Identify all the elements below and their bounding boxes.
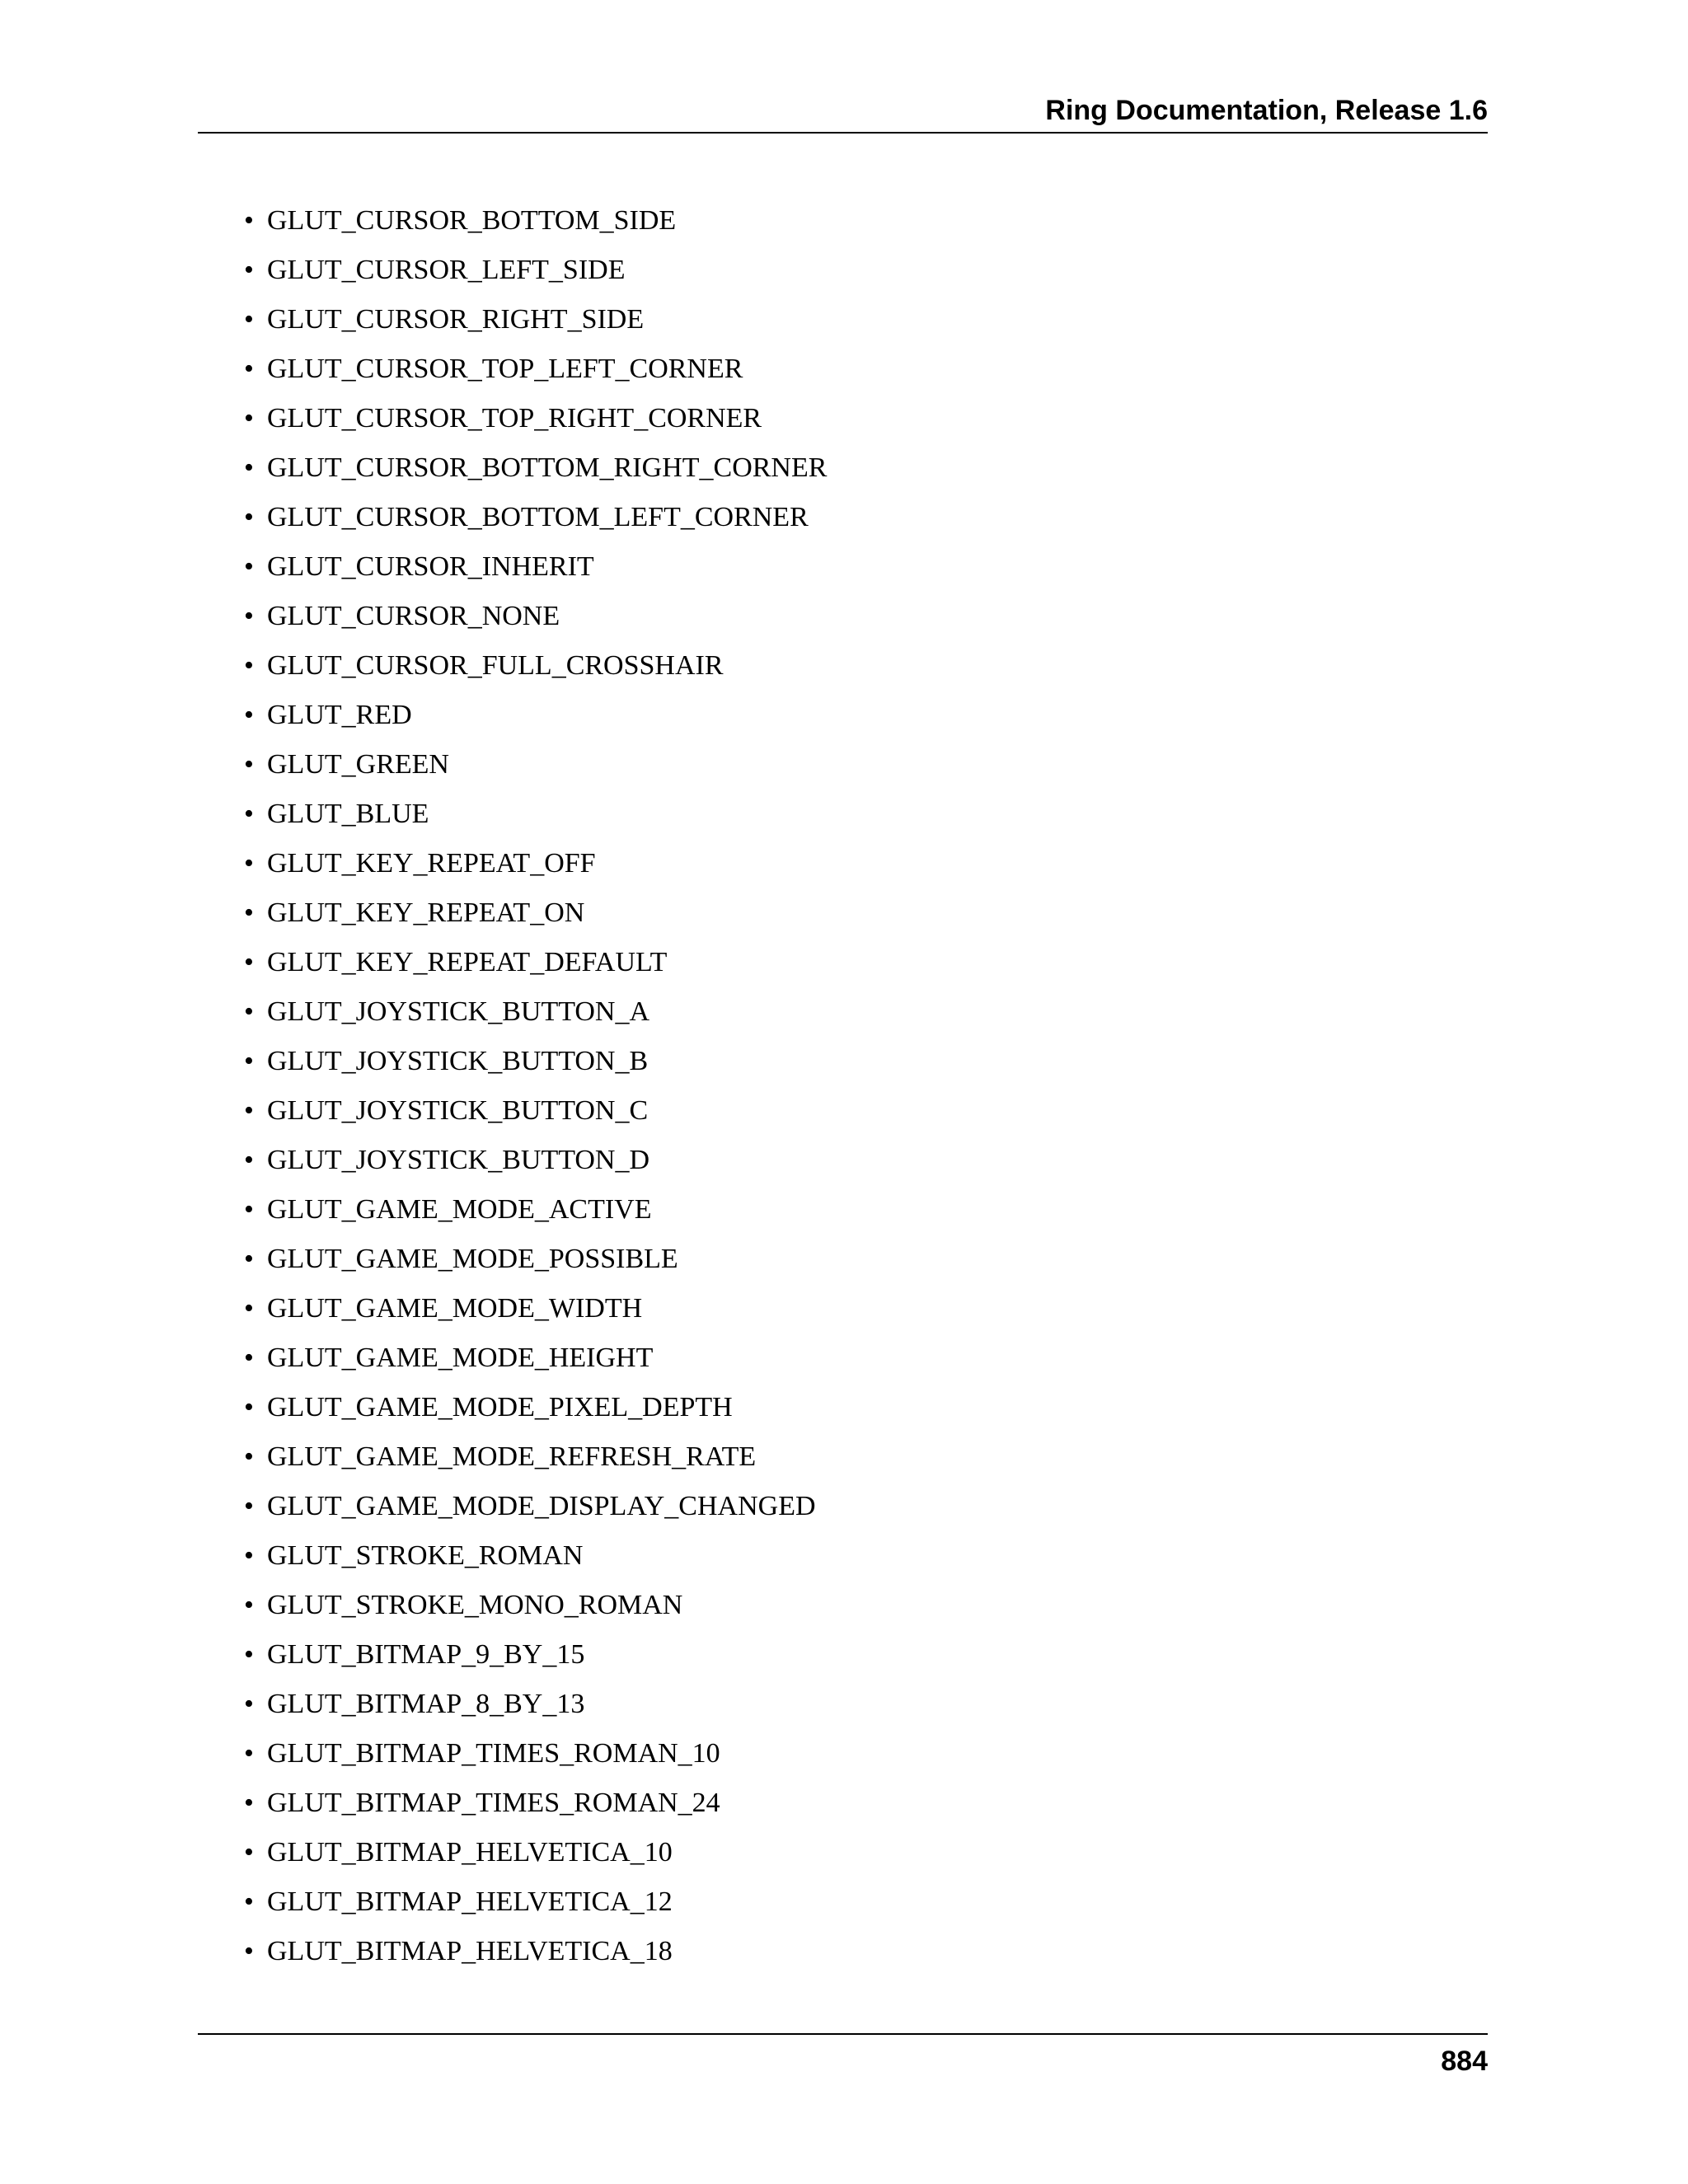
- constant-name: GLUT_BITMAP_8_BY_13: [267, 1689, 585, 1719]
- list-item: [244, 1630, 827, 1680]
- bullet-icon: •: [244, 1689, 254, 1719]
- bullet-icon: •: [244, 1392, 254, 1422]
- list-item: [244, 1877, 827, 1927]
- bullet-icon: •: [244, 1145, 254, 1175]
- list-item: [244, 1235, 827, 1284]
- constant-name: GLUT_KEY_REPEAT_DEFAULT: [267, 947, 668, 977]
- list-item: [244, 641, 827, 691]
- list-item: [244, 987, 827, 1037]
- list-item: [244, 1779, 827, 1828]
- bullet-icon: •: [244, 1738, 254, 1769]
- constant-name: GLUT_BITMAP_9_BY_15: [267, 1639, 585, 1670]
- constant-name: GLUT_KEY_REPEAT_OFF: [267, 848, 596, 879]
- bullet-icon: •: [244, 1194, 254, 1225]
- bullet-icon: •: [244, 1788, 254, 1818]
- constant-name: GLUT_GAME_MODE_ACTIVE: [267, 1194, 652, 1225]
- list-item: [244, 1531, 827, 1581]
- list-item: [244, 839, 827, 888]
- constant-name: GLUT_BITMAP_HELVETICA_12: [267, 1886, 673, 1917]
- list-item: [244, 542, 827, 592]
- constant-name: GLUT_GAME_MODE_WIDTH: [267, 1293, 643, 1324]
- constant-name: GLUT_CURSOR_BOTTOM_SIDE: [267, 205, 677, 236]
- bullet-icon: •: [244, 1590, 254, 1620]
- bullet-icon: •: [244, 1343, 254, 1373]
- list-item: [244, 1284, 827, 1333]
- bullet-icon: •: [244, 502, 254, 532]
- list-item: [244, 295, 827, 344]
- constant-name: GLUT_CURSOR_INHERIT: [267, 551, 594, 582]
- constant-name: GLUT_KEY_REPEAT_ON: [267, 898, 585, 928]
- bullet-icon: •: [244, 1886, 254, 1917]
- list-item: [244, 1482, 827, 1531]
- list-item: [244, 1037, 827, 1086]
- bullet-icon: •: [244, 947, 254, 977]
- constant-name: GLUT_CURSOR_TOP_LEFT_CORNER: [267, 354, 743, 384]
- constant-name: GLUT_CURSOR_TOP_RIGHT_CORNER: [267, 403, 762, 434]
- bullet-icon: •: [244, 1244, 254, 1274]
- constant-name: GLUT_BITMAP_TIMES_ROMAN_10: [267, 1738, 720, 1769]
- list-item: [244, 938, 827, 987]
- bullet-icon: •: [244, 848, 254, 879]
- list-item: [244, 740, 827, 790]
- constant-name: GLUT_CURSOR_FULL_CROSSHAIR: [267, 650, 724, 681]
- bullet-icon: •: [244, 1491, 254, 1521]
- bullet-icon: •: [244, 304, 254, 335]
- list-item: [244, 394, 827, 443]
- constant-name: GLUT_JOYSTICK_BUTTON_A: [267, 996, 650, 1027]
- constant-name: GLUT_JOYSTICK_BUTTON_C: [267, 1095, 649, 1126]
- bullet-icon: •: [244, 996, 254, 1027]
- constant-name: GLUT_JOYSTICK_BUTTON_B: [267, 1046, 649, 1076]
- list-item: [244, 196, 827, 246]
- constant-name: GLUT_RED: [267, 700, 412, 730]
- constant-name: GLUT_BLUE: [267, 799, 429, 829]
- bullet-icon: •: [244, 1441, 254, 1472]
- page-header: [198, 89, 1488, 134]
- bullet-icon: •: [244, 799, 254, 829]
- list-item: [244, 1086, 827, 1136]
- constant-name: GLUT_CURSOR_LEFT_SIDE: [267, 255, 626, 285]
- list-item: [244, 1828, 827, 1877]
- bullet-icon: •: [244, 1095, 254, 1126]
- bullet-icon: •: [244, 551, 254, 582]
- constant-name: GLUT_BITMAP_HELVETICA_18: [267, 1936, 673, 1966]
- list-item: [244, 1383, 827, 1432]
- list-item: [244, 1680, 827, 1729]
- bullet-icon: •: [244, 1540, 254, 1571]
- bullet-icon: •: [244, 898, 254, 928]
- list-item: [244, 1581, 827, 1630]
- constant-name: GLUT_GAME_MODE_POSSIBLE: [267, 1244, 678, 1274]
- constant-name: GLUT_JOYSTICK_BUTTON_D: [267, 1145, 650, 1175]
- list-item: [244, 1432, 827, 1482]
- list-item: [244, 790, 827, 839]
- bullet-icon: •: [244, 1936, 254, 1966]
- bullet-icon: •: [244, 749, 254, 780]
- bullet-icon: •: [244, 403, 254, 434]
- page-footer: [198, 2033, 1488, 2084]
- bullet-icon: •: [244, 452, 254, 483]
- list-item: [244, 493, 827, 542]
- bullet-icon: •: [244, 1639, 254, 1670]
- constant-name: GLUT_CURSOR_BOTTOM_LEFT_CORNER: [267, 502, 809, 532]
- constant-name: GLUT_STROKE_ROMAN: [267, 1540, 584, 1571]
- bullet-icon: •: [244, 354, 254, 384]
- constant-name: GLUT_BITMAP_HELVETICA_10: [267, 1837, 673, 1868]
- list-item: [244, 1333, 827, 1383]
- bullet-icon: •: [244, 601, 254, 631]
- constant-name: GLUT_GAME_MODE_DISPLAY_CHANGED: [267, 1491, 816, 1521]
- constant-name: GLUT_GAME_MODE_HEIGHT: [267, 1343, 654, 1373]
- constant-name: GLUT_GAME_MODE_PIXEL_DEPTH: [267, 1392, 733, 1422]
- constant-name: GLUT_CURSOR_RIGHT_SIDE: [267, 304, 645, 335]
- list-item: [244, 1729, 827, 1779]
- bullet-icon: •: [244, 1293, 254, 1324]
- bullet-icon: •: [244, 700, 254, 730]
- document-title: Ring Documentation, Release 1.6: [1045, 95, 1488, 126]
- list-item: [244, 592, 827, 641]
- constant-list: [244, 196, 827, 1976]
- list-item: [244, 1185, 827, 1235]
- page-number: 884: [1441, 2046, 1488, 2077]
- bullet-icon: •: [244, 205, 254, 236]
- list-item: [244, 1927, 827, 1976]
- constant-name: GLUT_GAME_MODE_REFRESH_RATE: [267, 1441, 757, 1472]
- constant-name: GLUT_CURSOR_BOTTOM_RIGHT_CORNER: [267, 452, 828, 483]
- bullet-icon: •: [244, 650, 254, 681]
- list-item: [244, 1136, 827, 1185]
- list-item: [244, 888, 827, 938]
- constant-name: GLUT_GREEN: [267, 749, 449, 780]
- constant-name: GLUT_BITMAP_TIMES_ROMAN_24: [267, 1788, 720, 1818]
- bullet-icon: •: [244, 1837, 254, 1868]
- constant-name: GLUT_STROKE_MONO_ROMAN: [267, 1590, 683, 1620]
- list-item: [244, 246, 827, 295]
- list-item: [244, 443, 827, 493]
- list-item: [244, 344, 827, 394]
- list-item: [244, 691, 827, 740]
- bullet-icon: •: [244, 255, 254, 285]
- constant-name: GLUT_CURSOR_NONE: [267, 601, 560, 631]
- bullet-icon: •: [244, 1046, 254, 1076]
